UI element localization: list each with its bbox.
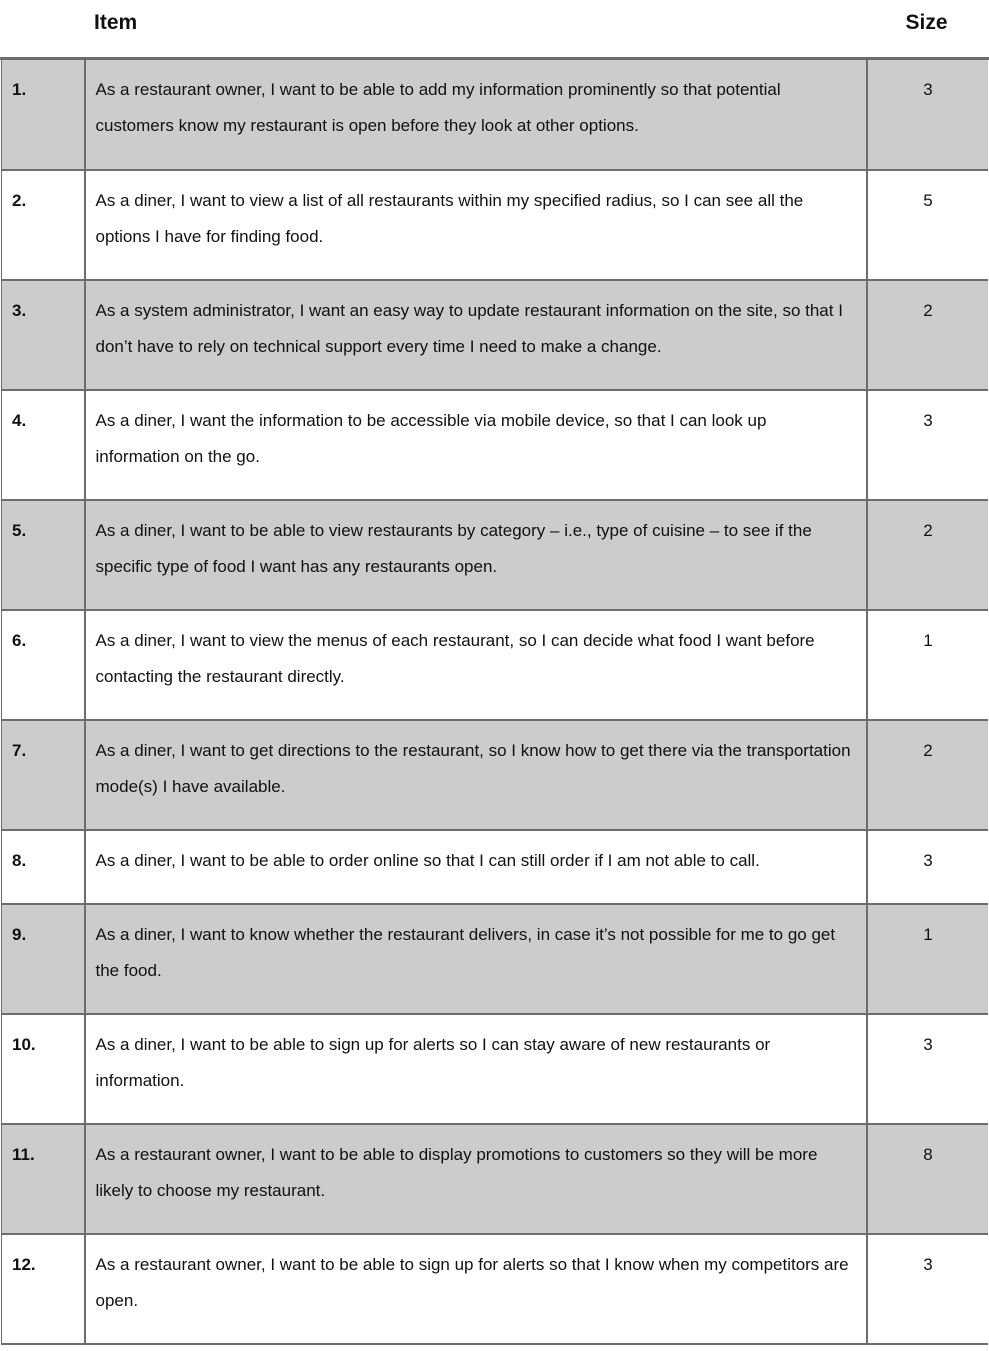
row-size: 1	[867, 904, 988, 1014]
row-number: 9.	[2, 904, 85, 1014]
row-description	[85, 390, 868, 500]
row-description-text: As a diner, I want to view the menus of each restaurant, so I can decide what food I want before contacting the restaurant directly.	[95, 631, 815, 686]
row-description-text: As a restaurant owner, I want to be able to add my information prominently so that potential customers know my restaurant is open before they look at other options.	[95, 80, 781, 135]
row-description	[85, 280, 868, 390]
row-description-text: As a system administrator, I want an easy way to update restaurant information on the site, so that I don’t have to rely on technical support every time I need to make a change.	[95, 301, 843, 356]
row-description	[85, 60, 868, 170]
row-description	[85, 1234, 868, 1344]
row-number: 4.	[2, 390, 85, 500]
row-size: 8	[867, 1124, 988, 1234]
table-row	[2, 1234, 989, 1344]
row-description-text: As a diner, I want to be able to sign up for alerts so I can stay aware of new restaurants or information.	[95, 1035, 771, 1090]
row-description-text: As a restaurant owner, I want to be able to display promotions to customers so they will be more likely to choose my restaurant.	[95, 1145, 818, 1200]
row-description	[85, 720, 868, 830]
table-row	[2, 1124, 989, 1234]
row-description	[85, 170, 868, 280]
row-description	[85, 500, 868, 610]
row-number: 12.	[2, 1234, 85, 1344]
row-description	[85, 1124, 868, 1234]
row-number: 10.	[2, 1014, 85, 1124]
table-row	[2, 170, 989, 280]
size-column-header: Size	[905, 11, 948, 34]
table-row	[2, 830, 989, 904]
row-size: 3	[867, 60, 988, 170]
row-size: 3	[867, 830, 988, 904]
row-description-text: As a diner, I want to get directions to the restaurant, so I know how to get there via the transportation mode(s) I have available.	[95, 741, 851, 796]
table-row	[2, 500, 989, 610]
row-number: 3.	[2, 280, 85, 390]
table-header	[0, 0, 989, 60]
row-description-text: As a diner, I want to view a list of all restaurants within my specified radius, so I can see all the options I have for finding food.	[95, 191, 804, 246]
row-description-text: As a diner, I want to be able to view restaurants by category – i.e., type of cuisine – to see if the specific type of food I want has any restaurants open.	[95, 521, 812, 576]
row-number: 5.	[2, 500, 85, 610]
row-number: 2.	[2, 170, 85, 280]
row-size: 3	[867, 1234, 988, 1344]
row-description-text: As a diner, I want the information to be accessible via mobile device, so that I can look up information on the go.	[95, 411, 767, 466]
row-description-text: As a restaurant owner, I want to be able to sign up for alerts so that I know when my competitors are open.	[95, 1255, 849, 1310]
table-row	[2, 390, 989, 500]
row-size: 3	[867, 390, 988, 500]
table-row	[2, 720, 989, 830]
row-description	[85, 830, 868, 904]
row-size: 3	[867, 1014, 988, 1124]
row-description-text: As a diner, I want to be able to order online so that I can still order if I am not able to call.	[95, 851, 760, 870]
row-size: 1	[867, 610, 988, 720]
row-description	[85, 904, 868, 1014]
table-row	[2, 280, 989, 390]
table-row	[2, 904, 989, 1014]
row-size: 2	[867, 280, 988, 390]
backlog-table	[1, 60, 988, 1345]
table-row	[2, 1014, 989, 1124]
row-size: 2	[867, 500, 988, 610]
row-number: 1.	[2, 60, 85, 170]
row-number: 11.	[2, 1124, 85, 1234]
row-number: 8.	[2, 830, 85, 904]
table-row	[2, 610, 989, 720]
row-size: 5	[867, 170, 988, 280]
row-description	[85, 1014, 868, 1124]
row-number: 6.	[2, 610, 85, 720]
row-size: 2	[867, 720, 988, 830]
row-description-text: As a diner, I want to know whether the restaurant delivers, in case it’s not possible for me to go get the food.	[95, 925, 836, 980]
table-row	[2, 60, 989, 170]
row-description	[85, 610, 868, 720]
row-number: 7.	[2, 720, 85, 830]
item-column-header: Item	[94, 11, 138, 34]
